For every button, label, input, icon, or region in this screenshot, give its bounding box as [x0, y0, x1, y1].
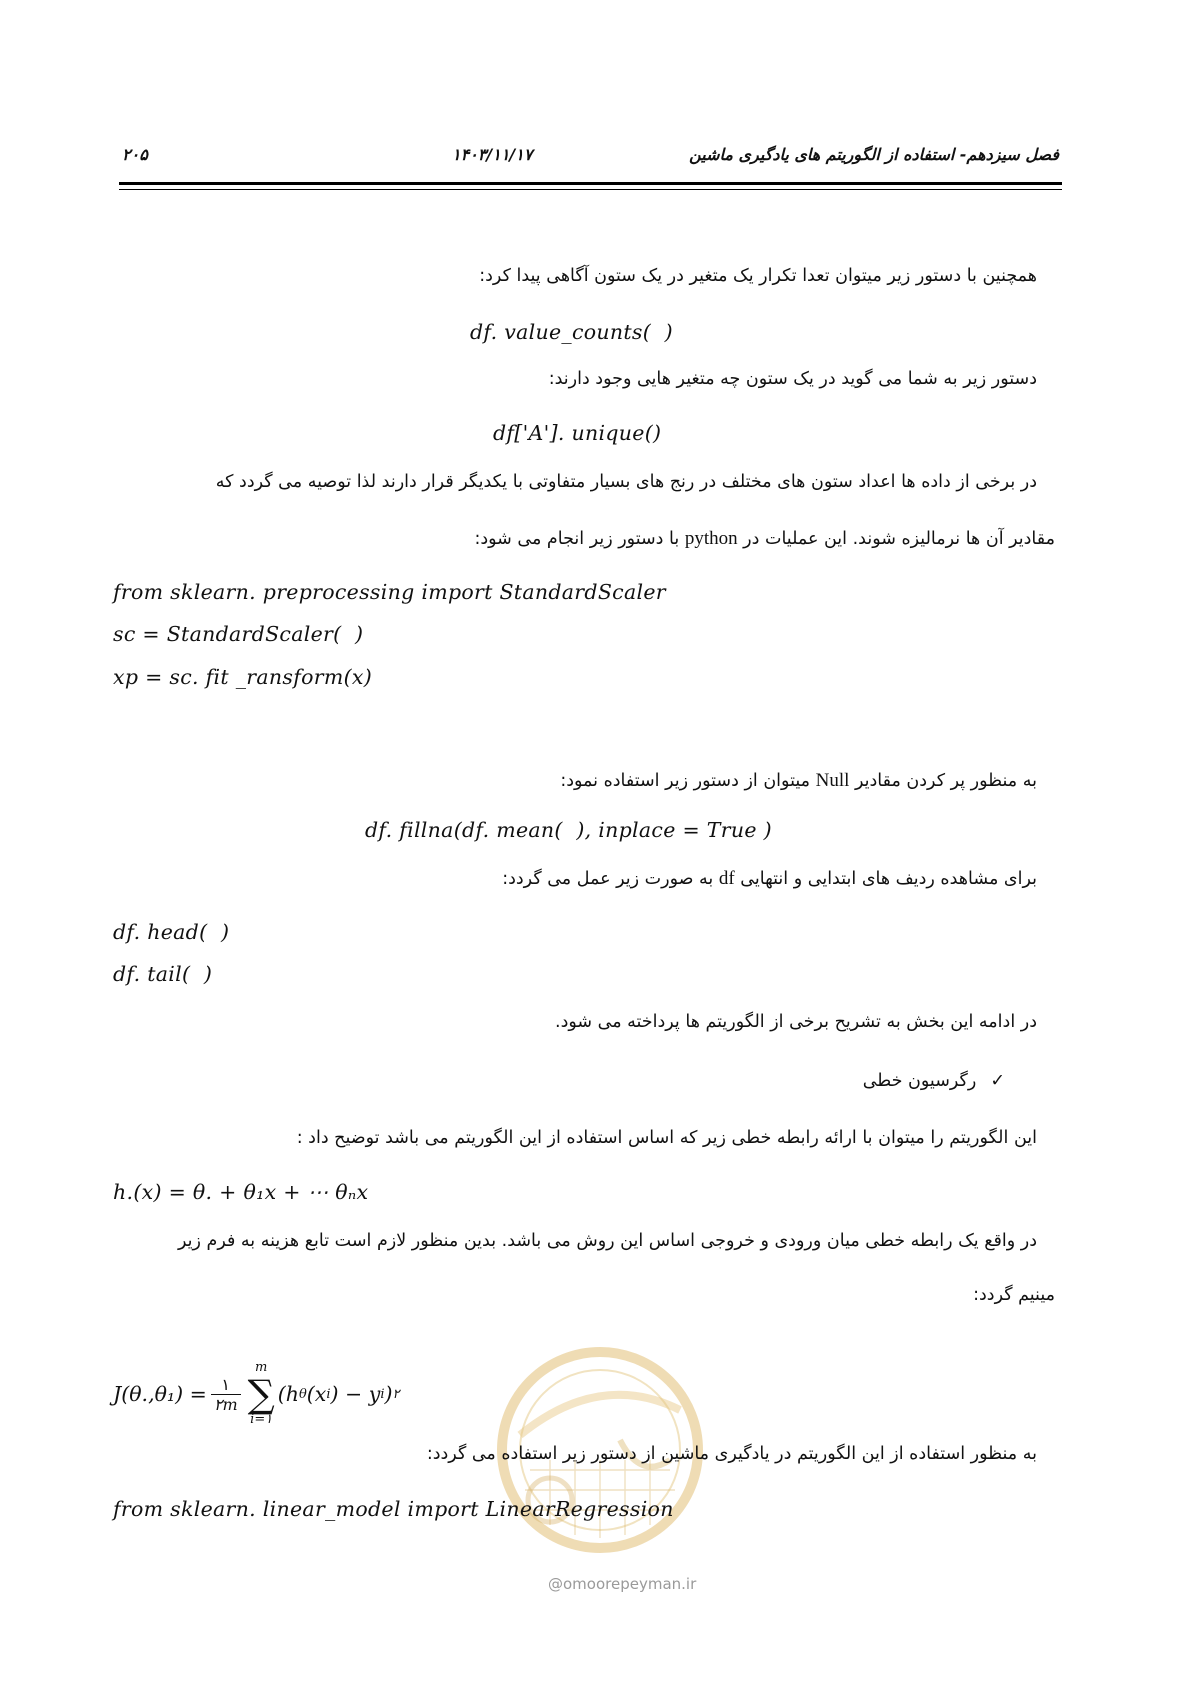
header-date: ۱۴۰۳/۱۱/۱۷: [452, 145, 533, 164]
paragraph-fillna: به منظور پر کردن مقادیر Null میتوان از دستور زیر استفاده نمود:: [560, 770, 1037, 791]
chapter-title: فصل سیزدهم- استفاده از الگوریتم های یادگیری ماشین: [689, 145, 1059, 164]
paragraph-normalize-line1: در برخی از داده ها اعداد ستون های مختلف در رنج های بسیار متفاوتی با یکدیگر قرار دارند لذا توصیه می گردد که: [215, 472, 1037, 492]
paragraph-cost-line1: در واقع یک رابطه خطی میان ورودی و خروجی اساس این روش می باشد. بدین منظور لازم است تابع هزینه به فرم زیر: [177, 1231, 1037, 1251]
paragraph-normalize-line2: مقادیر آن ها نرمالیزه شوند. این عملیات در python با دستور زیر انجام می شود:: [474, 528, 1055, 549]
paragraph-unique: دستور زیر به شما می گوید در یک ستون چه متغیر هایی وجود دارند:: [548, 369, 1037, 389]
code-import-standardscaler: from sklearn. preprocessing import StandardScaler: [113, 580, 666, 604]
code-unique: df['A']. unique(): [493, 421, 662, 445]
paragraph-linear-relation: این الگوریتم را میتوان با ارائه رابطه خطی زیر که اساس استفاده از این الگوریتم می باشد توضیح داد :: [296, 1128, 1037, 1148]
code-value-counts: df. value_counts( ): [470, 320, 673, 344]
formula-hypothesis: h.(x) = θ. + θ₁x + ⋯ θₙx: [113, 1180, 369, 1204]
paragraph-cost-line2: مینیم گردد:: [973, 1285, 1055, 1305]
header-rule-thin: [119, 189, 1062, 190]
paragraph-algorithms-intro: در ادامه این بخش به تشریح برخی از الگوریتم ها پرداخته می شود.: [555, 1012, 1037, 1032]
code-head: df. head( ): [113, 920, 230, 944]
watermark-url: @omoorepeyman.ir: [548, 1575, 697, 1593]
paragraph-head-tail: برای مشاهده ردیف های ابتدایی و انتهایی df به صورت زیر عمل می گردد:: [502, 868, 1037, 889]
code-standardscaler-init: sc = StandardScaler( ): [113, 622, 364, 646]
paragraph-value-counts: همچنین با دستور زیر میتوان تعدا تکرار یک متغیر در یک ستون آگاهی پیدا کرد:: [479, 266, 1037, 286]
checkmark-icon: ✓: [990, 1071, 1005, 1091]
code-tail: df. tail( ): [113, 962, 213, 986]
code-import-linearregression: from sklearn. linear_model import LinearRegression: [113, 1497, 674, 1521]
code-fillna: df. fillna(df. mean( ), inplace = True ): [365, 818, 772, 842]
fraction: $\frac{۱}{۲m}$: [211, 1375, 241, 1414]
formula-cost-function: J(θ.,θ₁) = $\frac{۱}{۲m}$ m ∑ i=۱ (h θ (x i ) − y i ) ۲: [113, 1360, 400, 1427]
paragraph-usage: به منظور استفاده از این الگوریتم در یادگیری ماشین از دستور زیر استفاده می گردد:: [426, 1444, 1037, 1464]
bullet-linear-regression: ✓رگرسیون خطی: [862, 1071, 1005, 1091]
summation-symbol: m ∑ i=۱: [247, 1360, 275, 1427]
header-rule-thick: [119, 182, 1062, 185]
code-fit-transform: xp = sc. fit _ransform(x): [113, 665, 373, 689]
page-number: ۲۰۵: [122, 145, 148, 164]
